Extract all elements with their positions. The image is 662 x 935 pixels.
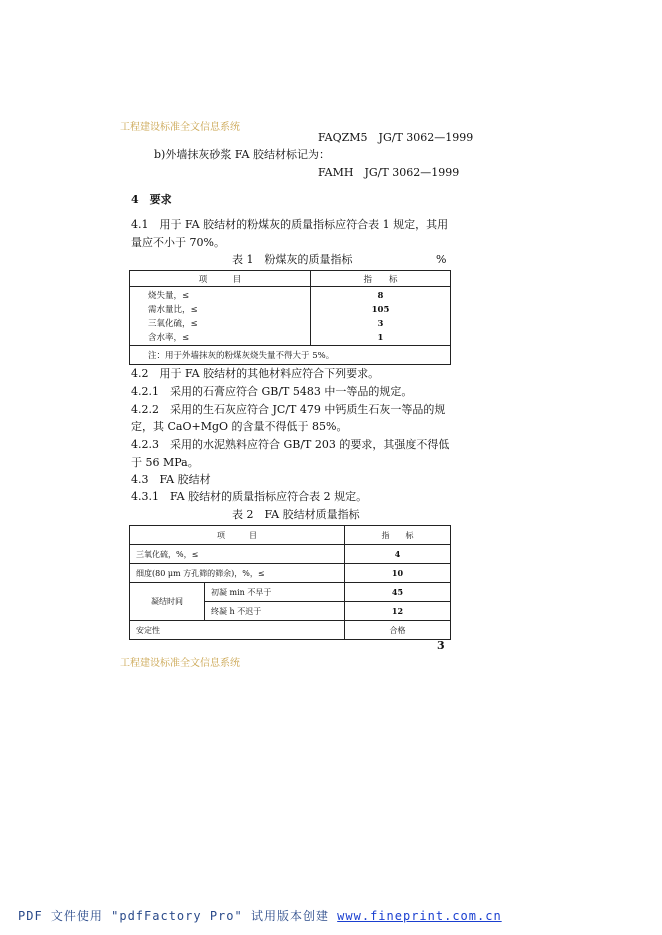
table1-note: 注：用于外墙抹灰的粉煤灰烧失量不得大于 5%。: [130, 346, 451, 365]
table1-value: 3: [377, 319, 384, 329]
code-line-2: FAMH JG/T 3062—1999: [318, 166, 460, 179]
watermark-bottom: 工程建设标准全文信息系统: [120, 658, 240, 669]
table2-subitem: 初凝 min 不早于: [205, 583, 345, 602]
table2-item: 安定性: [130, 621, 345, 640]
table2-header-value: 指 标: [345, 526, 451, 545]
table2-group-setting-time: 凝结时间: [130, 583, 205, 621]
pdf-footer: [18, 907, 502, 924]
table2-caption: 表 2 FA 胶结材质量指标: [232, 508, 360, 521]
table1-item: 三氧化硫，≤: [148, 319, 198, 329]
table2-value: 4: [345, 545, 451, 564]
table2-item: 三氧化硫，%，≤: [130, 545, 345, 564]
table2: [129, 525, 451, 640]
section-4-heading: 4 要求: [131, 193, 172, 206]
watermark-top: 工程建设标准全文信息系统: [120, 122, 240, 133]
table1-item: 含水率，≤: [148, 333, 190, 343]
table1-unit: %: [436, 253, 447, 266]
table1-value: 1: [377, 333, 384, 343]
para-4-3: 4.3 FA 胶结材: [131, 473, 211, 486]
table1-item: 烧失量，≤: [148, 291, 190, 301]
para-4-2-2-line2: 定，其 CaO+MgO 的含量不得低于 85%。: [131, 420, 348, 433]
table2-subitem: 终凝 h 不迟于: [205, 602, 345, 621]
footer-text: PDF 文件使用 "pdfFactory Pro" 试用版本创建: [18, 909, 338, 923]
table1: [129, 270, 451, 365]
table1-header-value: 指 标: [311, 271, 451, 287]
item-b: b)外墙抹灰砂浆 FA 胶结材标记为：: [154, 148, 330, 161]
table2-header-item: 项 目: [130, 526, 345, 545]
table1-value: 105: [371, 305, 390, 315]
para-4-1-line1: 4.1 用于 FA 胶结材的粉煤灰的质量指标应符合表 1 规定，其用: [131, 218, 449, 231]
table2-value: 12: [345, 602, 451, 621]
page-number: 3: [437, 639, 445, 652]
para-4-2-3-line1: 4.2.3 采用的水泥熟料应符合 GB/T 203 的要求，其强度不得低: [131, 438, 450, 451]
table2-item: 细度(80 μm 方孔筛的筛余)，%，≤: [130, 564, 345, 583]
para-4-3-1: 4.3.1 FA 胶结材的质量指标应符合表 2 规定。: [131, 490, 368, 503]
table2-value: 合格: [345, 621, 451, 640]
table1-caption: 表 1 粉煤灰的质量指标: [232, 253, 353, 266]
table2-value: 45: [345, 583, 451, 602]
para-4-2-3-line2: 于 56 MPa。: [131, 456, 199, 469]
para-4-2: 4.2 用于 FA 胶结材的其他材料应符合下列要求。: [131, 367, 380, 380]
table2-value: 10: [345, 564, 451, 583]
para-4-2-1: 4.2.1 采用的石膏应符合 GB/T 5483 中一等品的规定。: [131, 385, 413, 398]
table1-item: 需水量比，≤: [148, 305, 198, 315]
code-line-1: FAQZM5 JG/T 3062—1999: [318, 131, 474, 144]
para-4-1-line2: 量应不小于 70%。: [131, 236, 225, 249]
table1-header-item: 项 目: [130, 271, 311, 287]
footer-link[interactable]: www.fineprint.com.cn: [337, 909, 502, 923]
table1-value: 8: [377, 291, 384, 301]
para-4-2-2-line1: 4.2.2 采用的生石灰应符合 JC/T 479 中钙质生石灰一等品的规: [131, 403, 446, 416]
